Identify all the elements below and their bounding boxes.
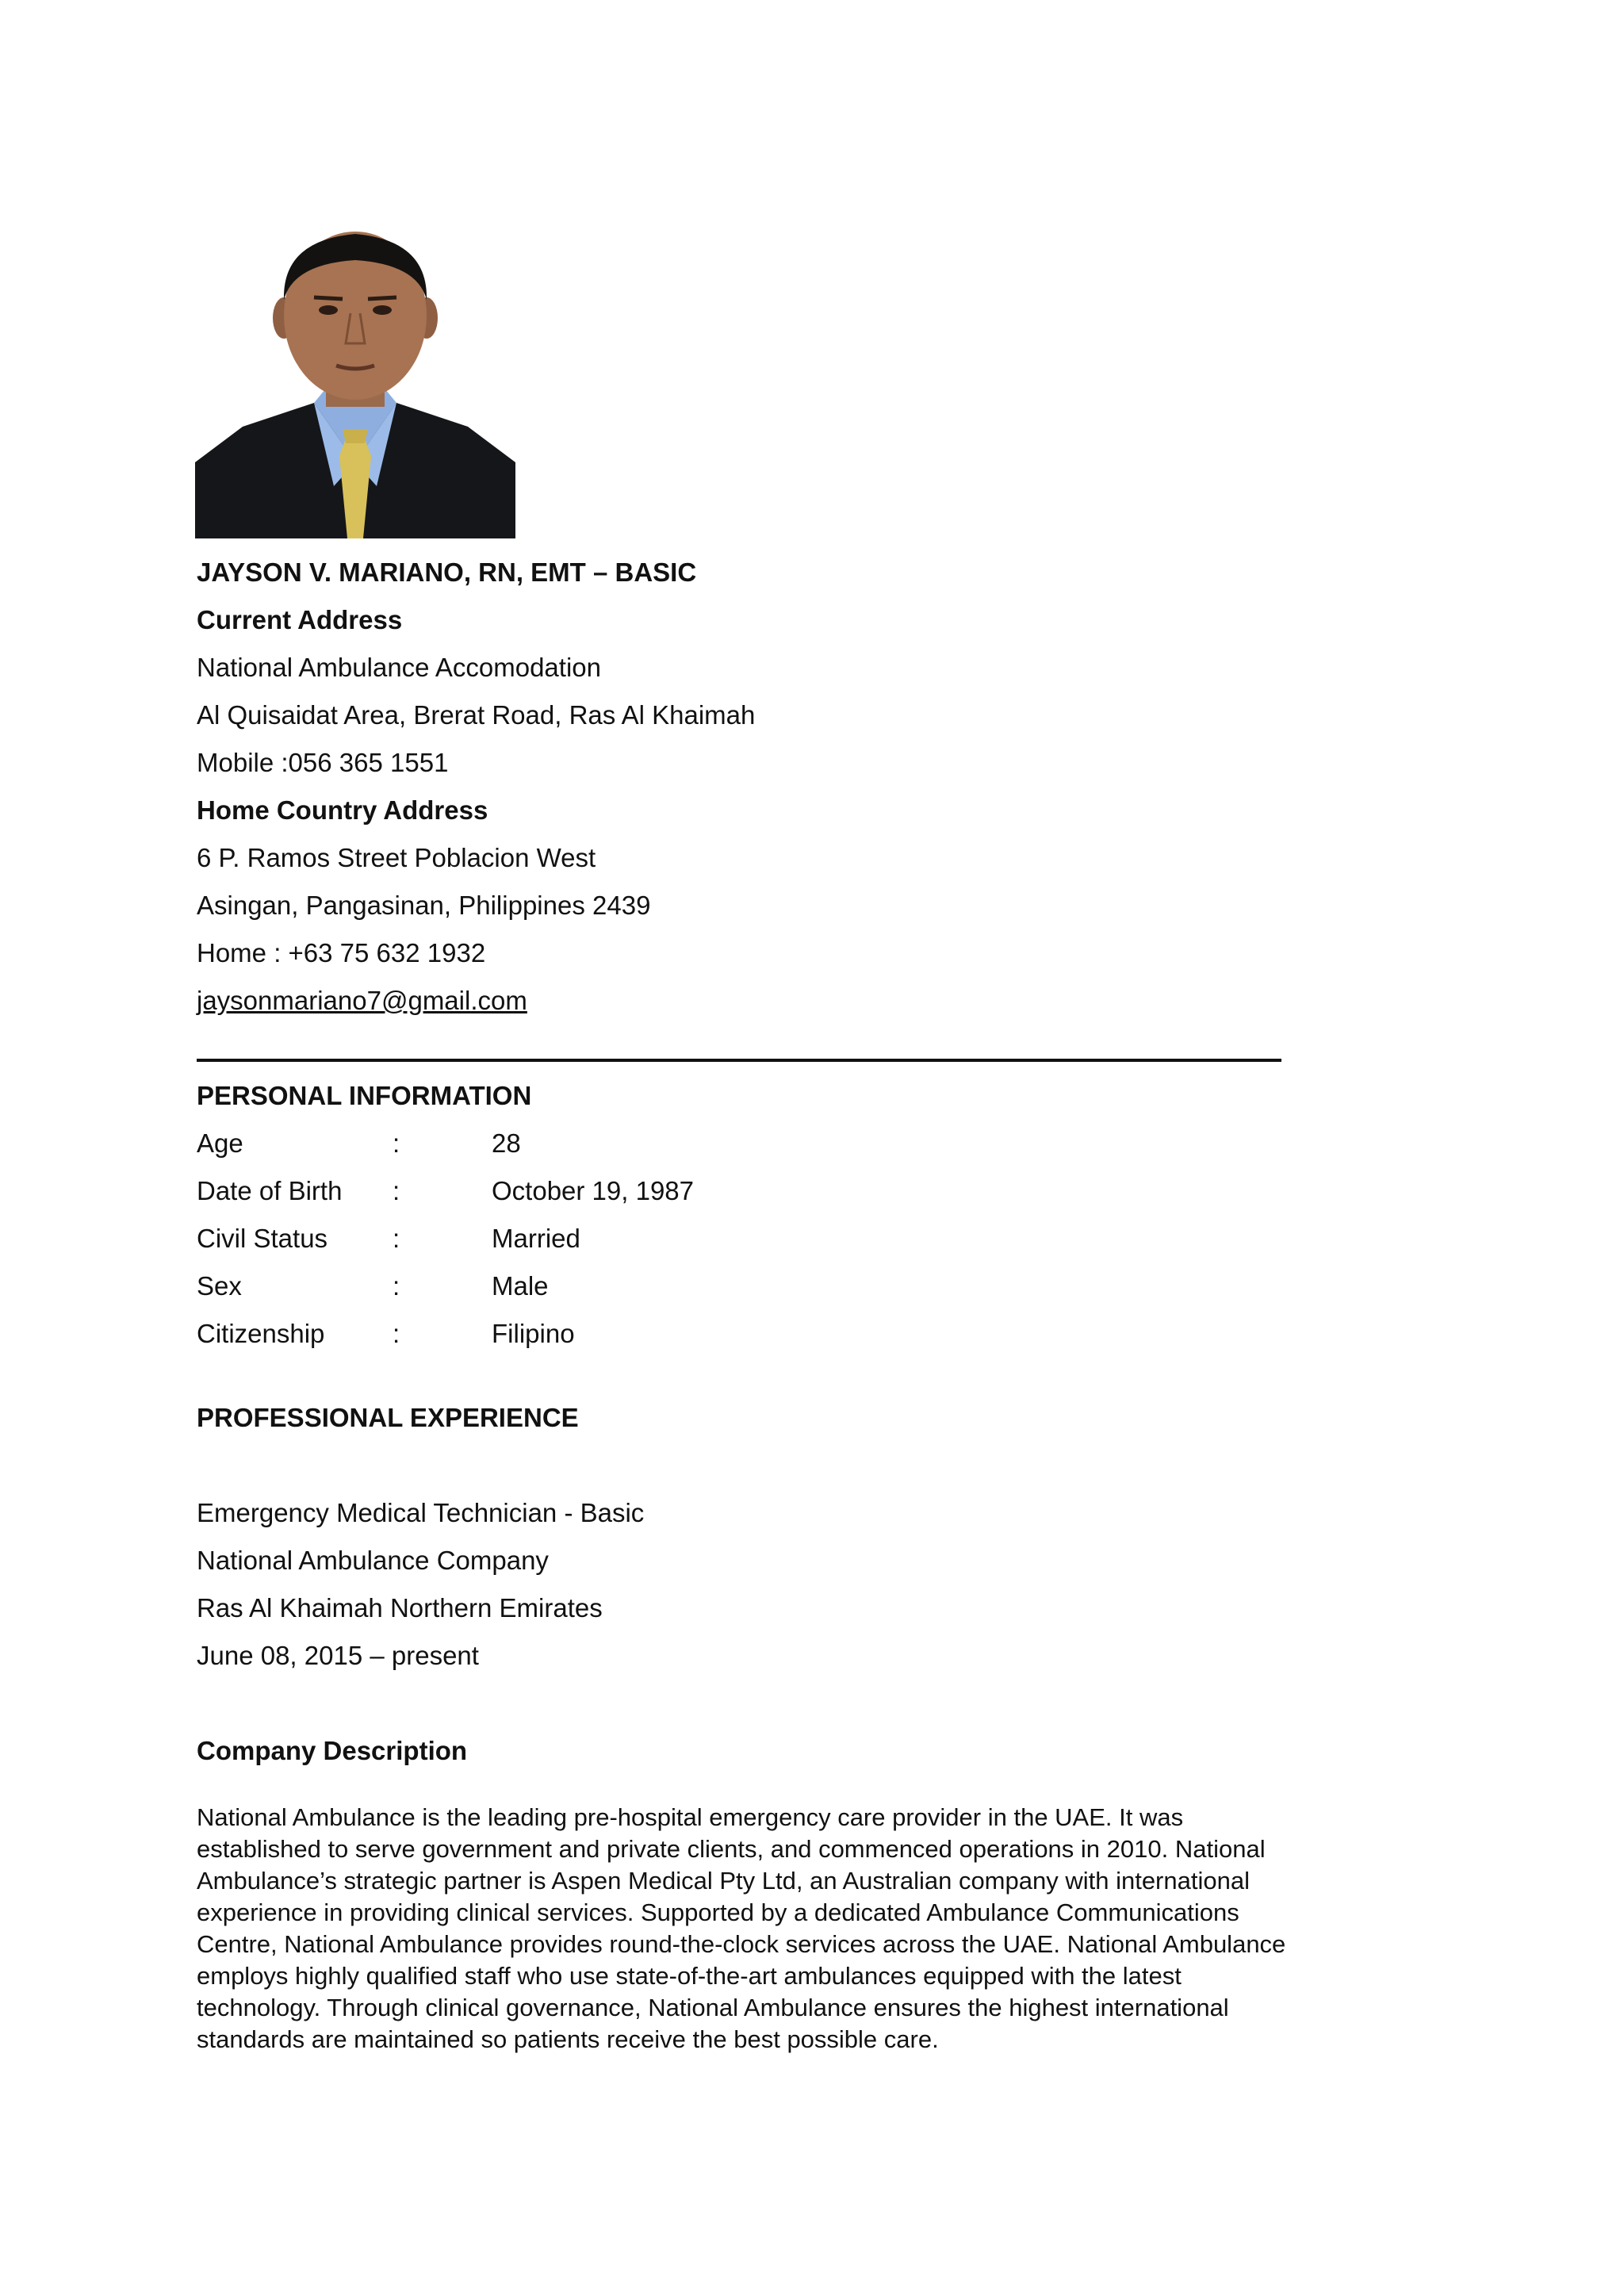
section-divider bbox=[197, 1059, 1281, 1062]
paragraph-line: technology. Through clinical governance, National Ambulance ensures the highest international bbox=[197, 1994, 1229, 2021]
personal-label: Citizenship bbox=[197, 1319, 325, 1348]
company-description-paragraph bbox=[197, 1802, 1434, 2056]
personal-value: Male bbox=[492, 1271, 549, 1301]
home-address-line-2: Asingan, Pangasinan, Philippines 2439 bbox=[197, 891, 651, 920]
paragraph-line: National Ambulance is the leading pre-hospital emergency care provider in the UAE. It was bbox=[197, 1803, 1184, 1831]
current-address-heading: Current Address bbox=[197, 605, 403, 634]
personal-label: Civil Status bbox=[197, 1224, 328, 1253]
job-dates: June 08, 2015 – present bbox=[197, 1641, 479, 1670]
personal-value: Married bbox=[492, 1224, 580, 1253]
personal-information-heading: PERSONAL INFORMATION bbox=[197, 1081, 532, 1110]
professional-experience-heading: PROFESSIONAL EXPERIENCE bbox=[197, 1403, 579, 1432]
personal-colon: : bbox=[393, 1224, 400, 1253]
job-location: Ras Al Khaimah Northern Emirates bbox=[197, 1593, 603, 1623]
job-title: Emergency Medical Technician - Basic bbox=[197, 1498, 645, 1527]
mobile-number: Mobile :056 365 1551 bbox=[197, 748, 449, 777]
company-description-heading: Company Description bbox=[197, 1736, 468, 1765]
personal-value: October 19, 1987 bbox=[492, 1176, 695, 1205]
email-link[interactable]: jaysonmariano7@gmail.com bbox=[197, 986, 527, 1015]
candidate-name: JAYSON V. MARIANO, RN, EMT – BASIC bbox=[197, 557, 697, 587]
personal-label: Age bbox=[197, 1128, 243, 1158]
paragraph-line: Ambulance’s strategic partner is Aspen Medical Pty Ltd, an Australian company with international bbox=[197, 1867, 1250, 1895]
personal-label: Date of Birth bbox=[197, 1176, 343, 1205]
home-address-heading: Home Country Address bbox=[197, 795, 488, 825]
personal-colon: : bbox=[393, 1271, 400, 1301]
paragraph-line: Centre, National Ambulance provides round-the-clock services across the UAE. National Ambulance bbox=[197, 1930, 1286, 1958]
paragraph-line: experience in providing clinical services. Supported by a dedicated Ambulance Communications bbox=[197, 1898, 1239, 1926]
current-address-line-2: Al Quisaidat Area, Brerat Road, Ras Al Khaimah bbox=[197, 700, 756, 730]
paragraph-line: employs highly qualified staff who use state-of-the-art ambulances equipped with the latest bbox=[197, 1962, 1182, 1990]
job-company: National Ambulance Company bbox=[197, 1546, 549, 1575]
personal-colon: : bbox=[393, 1319, 400, 1348]
personal-colon: : bbox=[393, 1128, 400, 1158]
home-address-line-1: 6 P. Ramos Street Poblacion West bbox=[197, 843, 596, 872]
profile-photo bbox=[195, 224, 515, 538]
personal-value: Filipino bbox=[492, 1319, 575, 1348]
personal-colon: : bbox=[393, 1176, 400, 1205]
current-address-line-1: National Ambulance Accomodation bbox=[197, 653, 601, 682]
home-phone: Home : +63 75 632 1932 bbox=[197, 938, 486, 967]
paragraph-line: standards are maintained so patients receive the best possible care. bbox=[197, 2025, 939, 2053]
profile-photo-image bbox=[195, 224, 515, 538]
personal-value: 28 bbox=[492, 1128, 521, 1158]
personal-label: Sex bbox=[197, 1271, 242, 1301]
paragraph-line: established to serve government and private clients, and commenced operations in 2010. National bbox=[197, 1835, 1266, 1863]
